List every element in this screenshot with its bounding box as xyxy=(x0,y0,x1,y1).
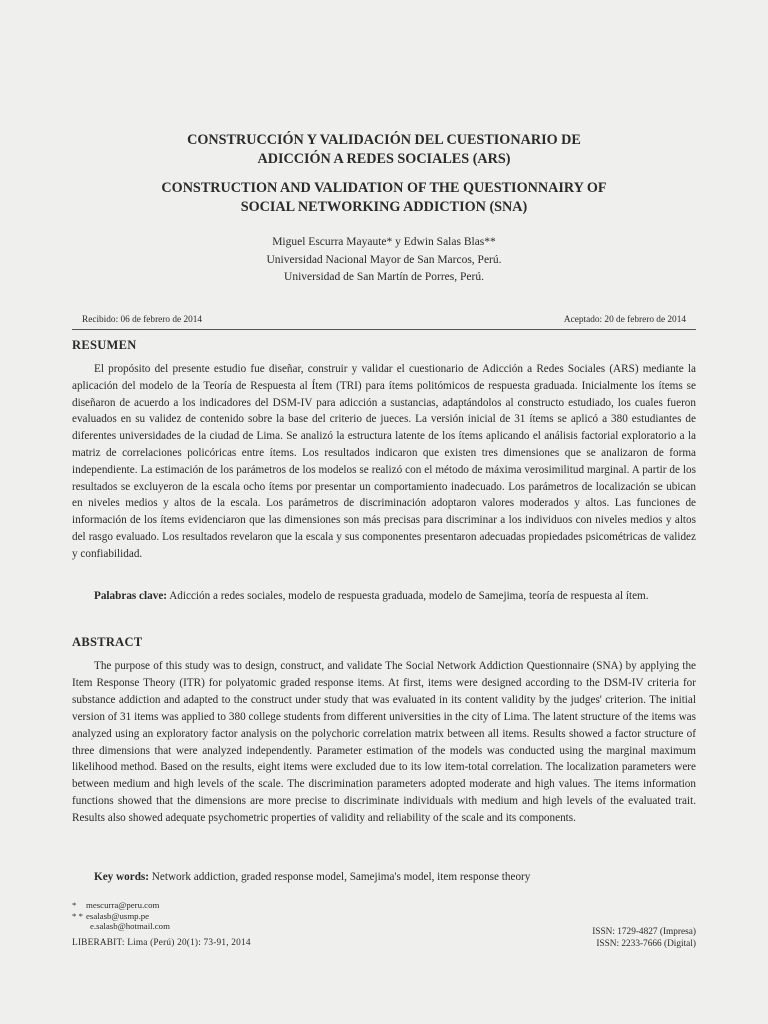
resumen-keywords-label: Palabras clave: xyxy=(94,590,168,602)
abstract-text: The purpose of this study was to design, construct, and validate The Social Network Addiction Questionnaire (SNA) by applying the Item Response Theory (ITR) for polyatomic graded response items. At first, items were designed according to the DSM-IV criteria for substance addiction and adapted to the construct under study that was evaluated in its content validity by the judges' criterion. The initial version of 31 items was applied to 380 college students from different universities in the city of Lima. The latent structure of the items was analyzed using an exploratory factor analysis on the polychoric correlation matrix between all items. Results showed a factor structure of three dimensions that were analyzed independently. Parameter estimation of the models was conducted using the marginal maximum likelihood method. Based on the results, eight items were excluded due to its low item-total correlation. The localization parameters were between medium and high levels of the scale. The discrimination parameters adopted moderate and high values. The items information functions showed that the dimensions are more precise to discriminate individuals with medium and high levels of the evaluated trait. Results also showed adequate psychometric properties of validity and reliability of the scale and its components. xyxy=(72,660,696,825)
issn-digital: ISSN: 2233-7666 (Digital) xyxy=(596,939,696,949)
received-date: Recibido: 06 de febrero de 2014 xyxy=(82,315,203,325)
footnote-2-email: esalasb@usmp.pe xyxy=(86,910,150,921)
footnote-2 xyxy=(72,911,696,922)
resumen-keywords-text: Adicción a redes sociales, modelo de respuesta graduada, modelo de Samejima, teoría de respuesta al ítem. xyxy=(169,590,649,602)
affiliation-2: Universidad de San Martín de Porres, Perú. xyxy=(284,271,484,283)
footnote-1-mark: * xyxy=(72,900,77,910)
footnote-1-email: mescurra@peru.com xyxy=(86,900,160,910)
abstract-keywords xyxy=(72,869,696,886)
english-title-line-2: SOCIAL NETWORKING ADDICTION (SNA) xyxy=(240,199,528,215)
accepted-date: Aceptado: 20 de febrero de 2014 xyxy=(563,315,686,325)
abstract-keywords-text: Network addiction, graded response model, Samejima's model, item response theory xyxy=(151,871,531,883)
english-title xyxy=(100,179,668,217)
author-block xyxy=(100,234,668,287)
issn-block xyxy=(592,926,696,950)
spanish-title xyxy=(100,131,668,169)
issn-print: ISSN: 1729-4827 (Impresa) xyxy=(592,927,696,937)
footnote-3-email: e.salasb@hotmail.com xyxy=(90,921,170,931)
spanish-title-line-1: CONSTRUCCIÓN Y VALIDACIÓN DEL CUESTIONARIO DE xyxy=(187,132,581,148)
affiliation-1: Universidad Nacional Mayor de San Marcos, Perú. xyxy=(266,253,502,266)
spanish-title-line-2: ADICCIÓN A REDES SOCIALES (ARS) xyxy=(257,151,511,167)
abstract-keywords-label: Key words: xyxy=(94,871,149,883)
footnote-2-mark: * * xyxy=(72,910,83,921)
footnote-1 xyxy=(72,900,696,911)
resumen-keywords xyxy=(72,588,696,605)
author-names: Miguel Escurra Mayaute* y Edwin Salas Blas** xyxy=(272,236,496,248)
resumen-heading: RESUMEN xyxy=(72,338,137,352)
abstract-heading: ABSTRACT xyxy=(72,635,143,649)
journal-citation: LIBERABIT: Lima (Perú) 20(1): 73-91, 2014 xyxy=(72,938,251,948)
resumen-text: El propósito del presente estudio fue diseñar, construir y validar el cuestionario de Adicción a Redes Sociales (ARS) mediante la aplicación del modelo de la Teoría de Respuesta al Ítem (TRI) para ítems politómicos de respuesta graduada. Inicialmente los ítems se diseñaron de acuerdo a los indicadores del DSM-IV para adicción a sustancias, adaptándolos al constructo estudiado, los cuales fueron evaluados en su validez de contenido sobre la base del criterio de jueces. La versión inicial de 31 ítems se aplicó a 380 estudiantes de diferentes universidades de la ciudad de Lima. Se analizó la estructura latente de los ítems aplicando el análisis factorial exploratorio a la matriz de correlaciones policóricas entre ítems. Los resultados indicaron que existen tres dimensiones que se analizaron de forma independiente. La estimación de los parámetros de los modelos se realizó con el método de máxima verosimilitud marginal. A partir de los resultados se excluyeron de la escala ocho ítems por presentar un comportamiento inadecuado. Los parámetros de localización se ubican en niveles medios y altos de la escala. Los parámetros de discriminación adoptaron valores moderados y altos. Las funciones de información de los ítems evidenciaron que las dimensiones son más precisas para discriminar a los individuos con niveles medios y altos del rasgo evaluado. Los resultados revelaron que la escala y sus componentes presentaron adecuadas propiedades psicométricas de validez y confiabilidad. xyxy=(72,363,696,560)
dates-bar xyxy=(72,312,696,330)
english-title-line-1: CONSTRUCTION AND VALIDATION OF THE QUESTIONNAIRY OF xyxy=(161,180,607,196)
